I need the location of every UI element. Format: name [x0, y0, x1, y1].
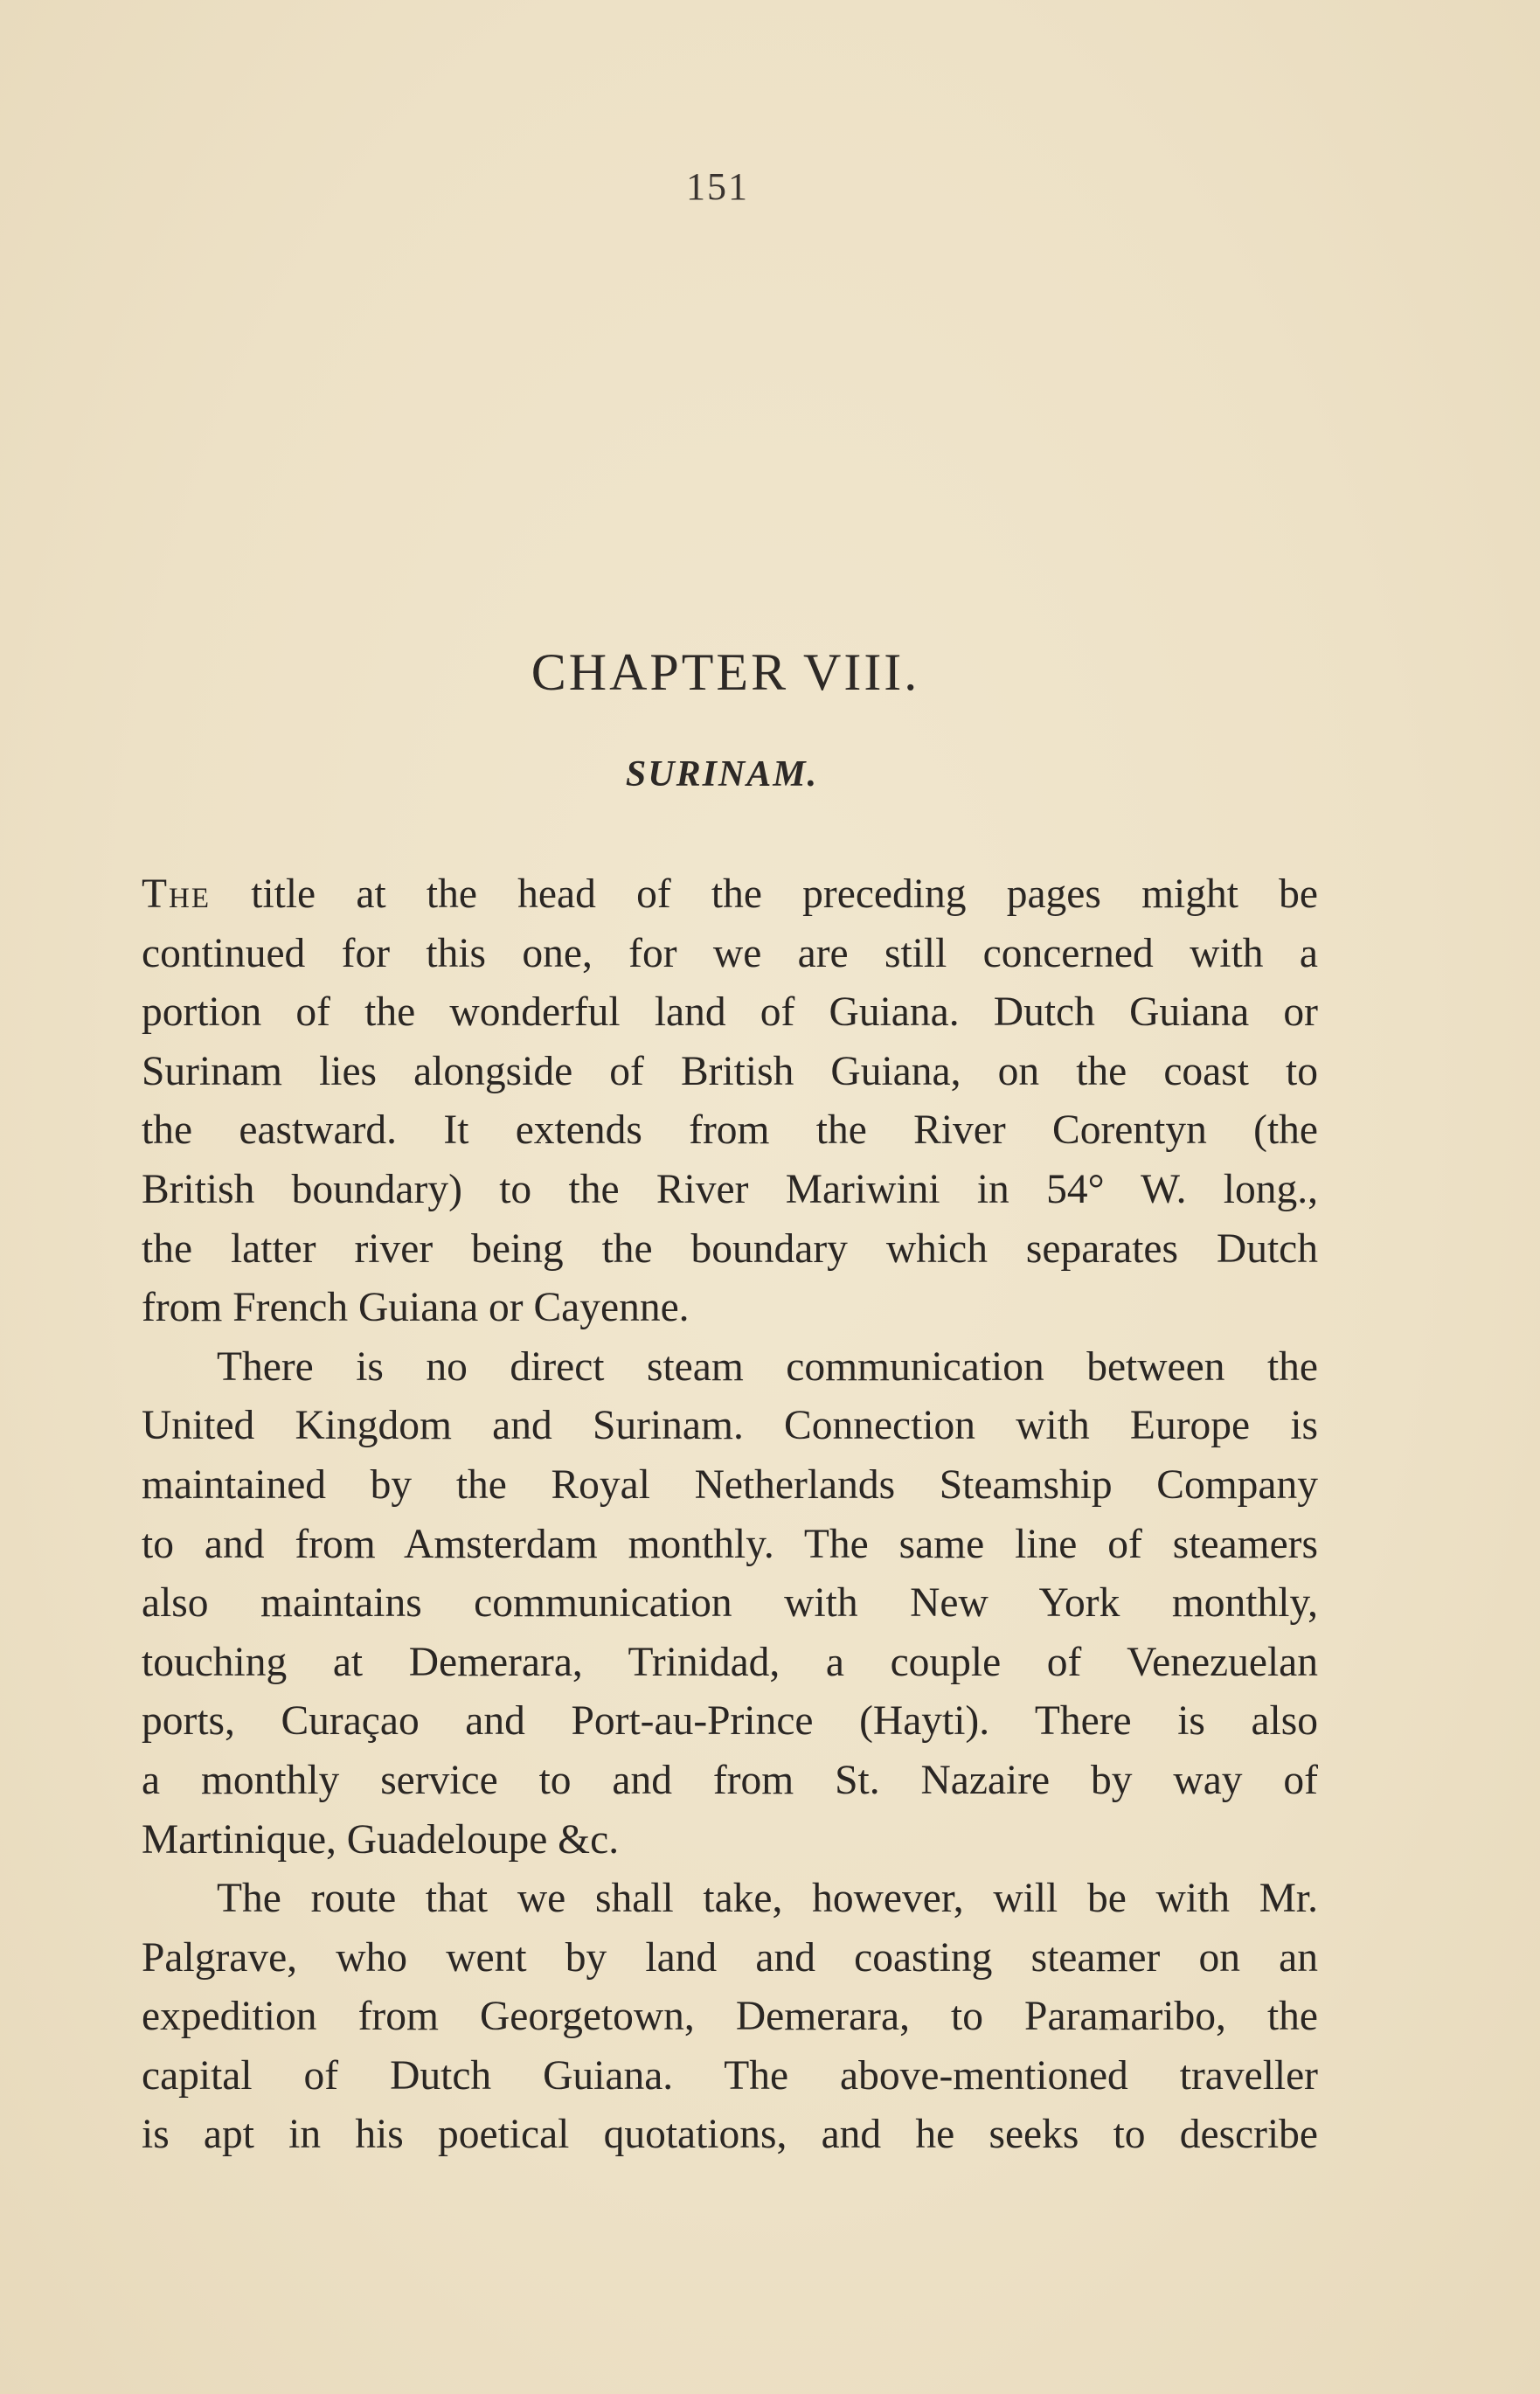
text-line: maintained by the Royal Netherlands Steamship Company: [142, 1461, 1318, 1508]
text-line: from French Guiana or Cayenne.: [142, 1285, 690, 1331]
chapter-title: CHAPTER VIII.: [531, 643, 920, 701]
text-line: is apt in his poetical quotations, and he seeks to describe: [142, 2112, 1318, 2158]
paragraph-1: [142, 865, 1318, 1338]
chapter-subtitle: SURINAM.: [625, 754, 819, 795]
page-number: 151: [686, 165, 749, 208]
paragraph-2: [142, 1338, 1318, 1870]
text-line: United Kingdom and Surinam. Connection with Europe is: [142, 1403, 1318, 1449]
text-line: touching at Demerara, Trinidad, a couple of Venezuelan: [142, 1639, 1318, 1685]
text-line: There is no direct steam communication between the: [217, 1343, 1318, 1390]
text-line: The route that we shall take, however, will be with Mr.: [217, 1876, 1318, 1922]
text-line-content: title at the head of the preceding pages might be: [251, 871, 1319, 917]
text-line: British boundary) to the River Mariwini in 54° W. long.,: [142, 1166, 1318, 1212]
text-line: a monthly service to and from St. Nazaire by way of: [142, 1757, 1318, 1803]
paragraph-3: [142, 1870, 1318, 2165]
text-line: expedition from Georgetown, Demerara, to Paramaribo, the: [142, 1994, 1318, 2040]
text-line: [142, 865, 1318, 925]
text-line: to and from Amsterdam monthly. The same line of steamers: [142, 1521, 1318, 1567]
body-text: [142, 865, 1318, 2165]
text-line: also maintains communication with New York monthly,: [142, 1580, 1318, 1627]
text-line: capital of Dutch Guiana. The above-mentioned traveller: [142, 2052, 1318, 2099]
text-line: continued for this one, for we are still concerned with a: [142, 930, 1318, 976]
text-line: the latter river being the boundary which separates Dutch: [142, 1225, 1318, 1272]
text-line: Martinique, Guadeloupe &c.: [142, 1816, 620, 1863]
text-line: the eastward. It extends from the River Corentyn (the: [142, 1107, 1318, 1154]
text-line: Palgrave, who went by land and coasting steamer on an: [142, 1934, 1318, 1981]
text-line: Surinam lies alongside of British Guiana, on the coast to: [142, 1048, 1318, 1094]
text-line: portion of the wonderful land of Guiana. Dutch Guiana or: [142, 989, 1318, 1036]
paragraph-lead-word: The: [142, 871, 212, 917]
text-line: ports, Curaçao and Port-au-Prince (Hayti). There is also: [142, 1698, 1318, 1745]
